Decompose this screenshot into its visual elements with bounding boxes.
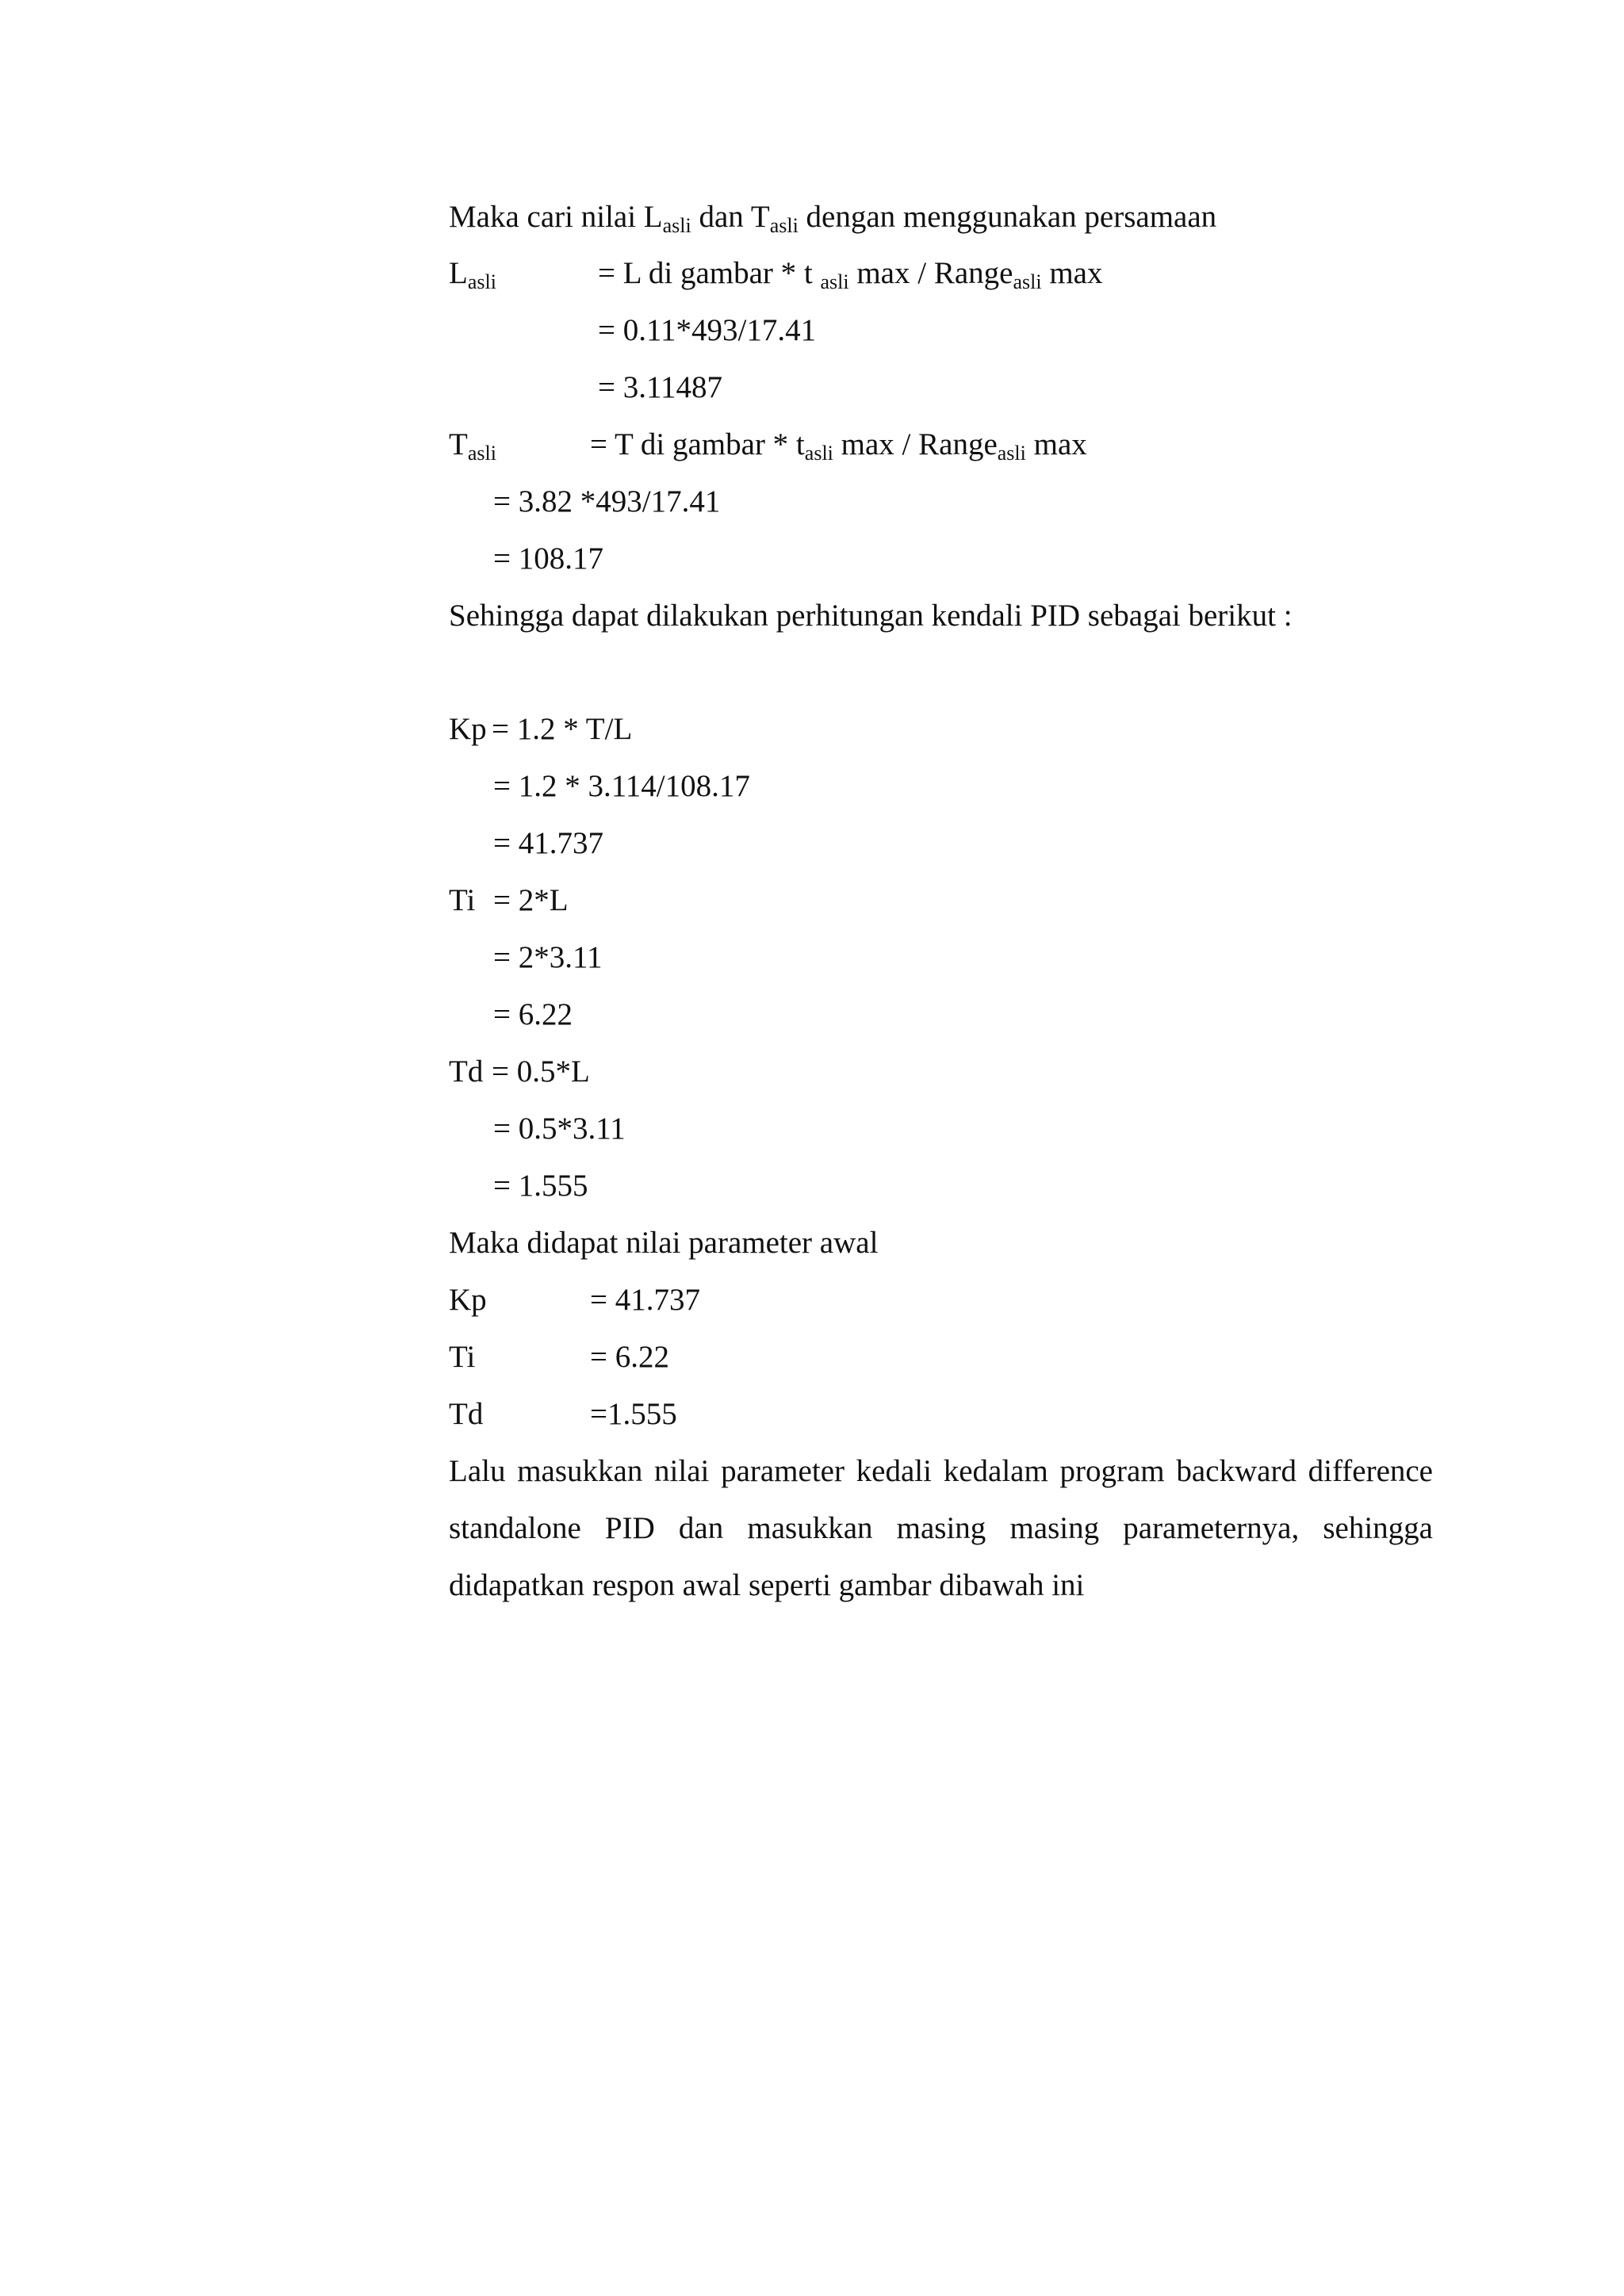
intro-line: Maka cari nilai $L_{asli}$ dan $T_{asli}$ dengan menggunakan persamaan <box>449 200 1217 237</box>
lasli-step-1: = 0.11*493/17.41 <box>598 313 817 347</box>
kp-step-1: = 1.2 * 3.114/108.17 <box>493 769 750 803</box>
ti-step-2: = 6.22 <box>493 997 573 1031</box>
td-formula: = 0.5*L <box>492 1054 590 1089</box>
kp-formula: = 1.2 * T/L <box>492 712 633 746</box>
summary-value: = 41.737 <box>590 1283 700 1317</box>
summary-label: Kp <box>449 1283 487 1317</box>
tasli-formula: = T di gambar * $t_{asli}$ max / Range$_{asli}$ max <box>590 427 1087 465</box>
summary-value: =1.555 <box>590 1397 677 1431</box>
lasli-label: $L_{asli}$ <box>449 256 496 293</box>
summary-intro: Maka didapat nilai parameter awal <box>449 1226 879 1260</box>
lasli-formula: = L di gambar * t $_{asli}$ max / Range$_{asli}$ max <box>598 256 1103 293</box>
tasli-step-1: = 3.82 *493/17.41 <box>493 484 721 519</box>
ti-label: Ti <box>449 883 476 917</box>
lasli-step-2: = 3.11487 <box>598 370 723 404</box>
tasli-label: $T_{asli}$ <box>449 427 496 465</box>
closing-paragraph: Lalu masukkan nilai parameter kedali kedalam program backward difference standalone PID dan masukkan masing masing parameternya, sehingga didapatkan respon awal seperti gambar dibawah ini <box>449 1454 1433 1602</box>
td-step-2: = 1.555 <box>493 1169 588 1203</box>
pid-intro: Sehingga dapat dilakukan perhitungan kendali PID sebagai berikut : <box>449 599 1293 633</box>
summary-value: = 6.22 <box>590 1340 669 1374</box>
tasli-step-2: = 108.17 <box>493 541 603 576</box>
td-step-1: = 0.5*3.11 <box>493 1112 626 1146</box>
ti-formula: = 2*L <box>493 883 569 917</box>
kp-label: Kp <box>449 712 487 746</box>
td-label: Td <box>449 1054 484 1089</box>
summary-label: Td <box>449 1397 484 1431</box>
kp-step-2: = 41.737 <box>493 826 603 860</box>
ti-step-1: = 2*3.11 <box>493 940 603 974</box>
summary-label: Ti <box>449 1340 476 1374</box>
